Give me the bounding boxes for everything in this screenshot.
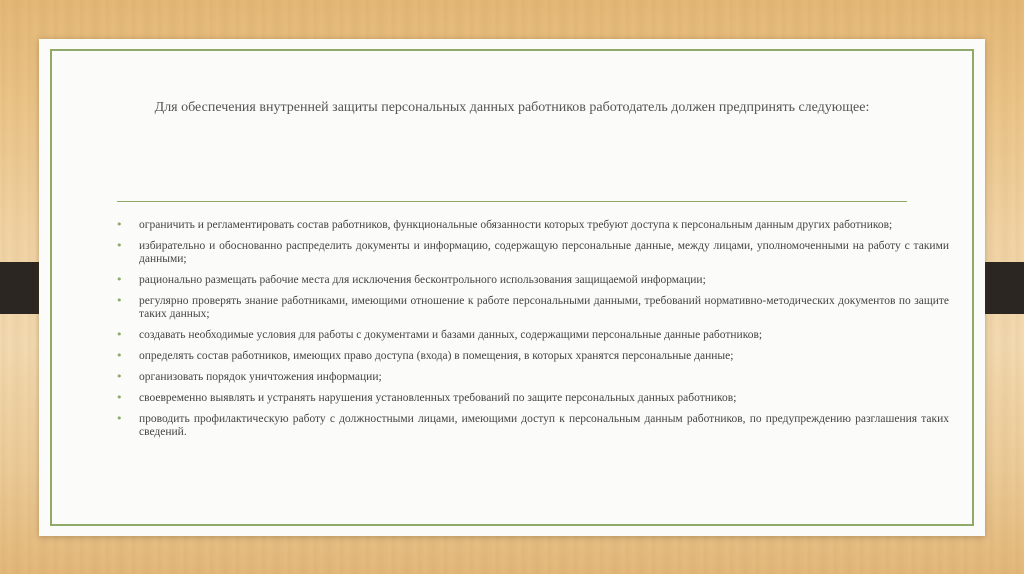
list-item-text: регулярно проверять знание работниками, имеющими отношение к работе персональными данными, требований нормативно-методических документов по защите таких данных; (139, 295, 949, 320)
list-item (113, 295, 949, 321)
list-item (113, 392, 949, 405)
bullet-icon: • (116, 328, 123, 341)
bullet-icon: • (116, 391, 123, 404)
list-item-text: создавать необходимые условия для работы с документами и базами данных, содержащими персональные данные работников; (139, 329, 763, 341)
list-item-text: определять состав работников, имеющих право доступа (входа) в помещения, в которых хранятся персональные данные; (139, 350, 734, 362)
bullet-icon: • (116, 370, 123, 383)
title-divider (117, 201, 907, 202)
list-item (113, 350, 949, 363)
bullet-list (113, 219, 949, 447)
list-item-text: ограничить и регламентировать состав работников, функциональные обязанности которых требуют доступа к персональным данным других работников; (139, 219, 893, 231)
bullet-icon: • (116, 294, 123, 307)
bullet-icon: • (116, 349, 123, 362)
list-item-text: рационально размещать рабочие места для исключения бесконтрольного использования защищаемой информации; (139, 274, 706, 286)
bullet-icon: • (116, 239, 123, 252)
list-item-text: проводить профилактическую работу с должностными лицами, имеющими доступ к персональным данным работников, по предупреждению разглашения таких сведений. (139, 413, 949, 438)
list-item (113, 219, 949, 232)
list-item (113, 371, 949, 384)
bullet-icon: • (116, 273, 123, 286)
list-item (113, 329, 949, 342)
slide-title: Для обеспечения внутренней защиты персональных данных работников работодатель должен предпринять следующее: (154, 100, 870, 115)
list-item (113, 240, 949, 266)
slide (39, 39, 985, 536)
bullet-icon: • (116, 218, 123, 231)
list-item (113, 274, 949, 287)
list-item (113, 413, 949, 439)
bullet-icon: • (116, 412, 123, 425)
list-item-text: избирательно и обоснованно распределить документы и информацию, содержащую персональные данные, между лицами, уполномоченными на работу с такими данными; (139, 240, 949, 265)
list-item-text: организовать порядок уничтожения информации; (139, 371, 382, 383)
list-item-text: своевременно выявлять и устранять нарушения установленных требований по защите персональных данных работников; (139, 392, 737, 404)
